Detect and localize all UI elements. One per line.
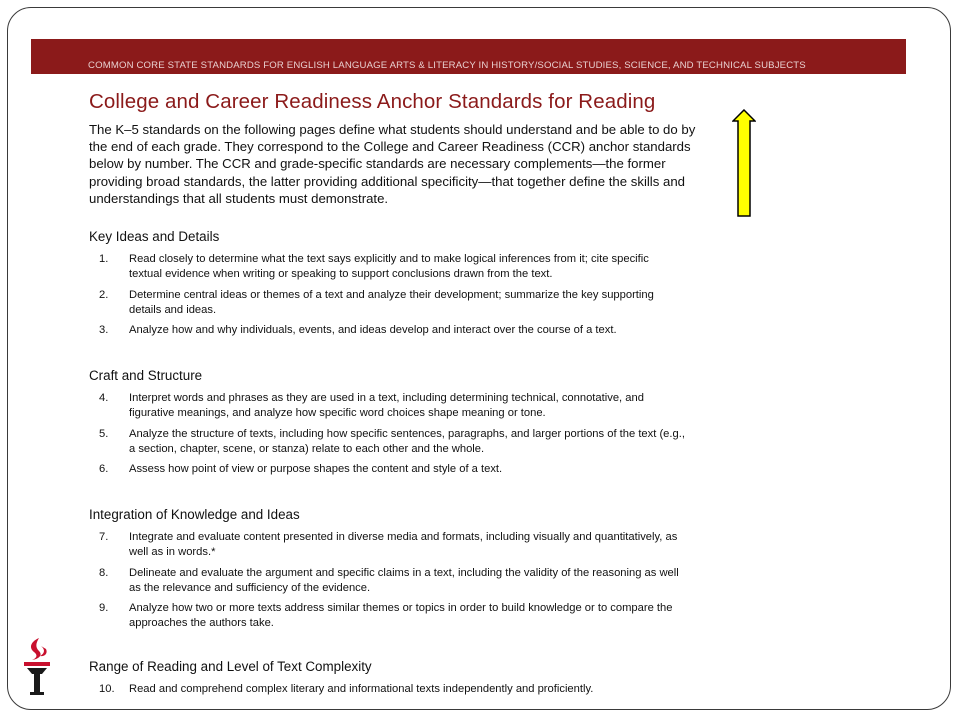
intro-line: below by number. The CCR and grade-specific standards are necessary complements—the former xyxy=(89,156,666,172)
standard-line: Interpret words and phrases as they are used in a text, including determining technical, connotative, and xyxy=(129,392,644,404)
standard-line: Determine central ideas or themes of a text and analyze their development; summarize the key supporting xyxy=(129,289,654,301)
header-band xyxy=(31,39,906,74)
standard-line: Analyze how two or more texts address similar themes or topics in order to build knowledge or to compare the xyxy=(129,602,673,614)
header-band-text: COMMON CORE STATE STANDARDS FOR ENGLISH LANGUAGE ARTS & LITERACY IN HISTORY/SOCIAL STUDIES, SCIENCE, AND TECHNICAL SUBJECTS xyxy=(88,60,806,71)
standard-text xyxy=(129,427,801,456)
standard-text xyxy=(129,601,801,630)
standard-number: 9. xyxy=(99,602,109,614)
intro-paragraph xyxy=(89,121,804,207)
standard-number: 7. xyxy=(99,531,109,543)
standard-text xyxy=(129,530,801,559)
standard-number: 6. xyxy=(99,463,109,475)
standard-number: 2. xyxy=(99,289,109,301)
intro-line: understandings that all students must demonstrate. xyxy=(89,190,389,206)
up-arrow-icon xyxy=(732,109,756,217)
standard-line: approaches the authors take. xyxy=(129,616,274,629)
standard-line: Integrate and evaluate content presented in diverse media and formats, including visually and quantitatively, as xyxy=(129,531,678,543)
section-heading-key-ideas: Key Ideas and Details xyxy=(89,229,220,244)
standard-line: Read closely to determine what the text says explicitly and to make logical inferences from it; cite specific xyxy=(129,253,649,265)
standard-line: Read and comprehend complex literary and informational texts independently and proficiently. xyxy=(129,683,594,695)
section-heading-range: Range of Reading and Level of Text Complexity xyxy=(89,659,372,674)
standard-text xyxy=(129,323,801,338)
standard-text xyxy=(129,391,801,420)
standard-text xyxy=(129,252,801,281)
standard-line: well as in words.* xyxy=(129,545,216,558)
standard-line: Delineate and evaluate the argument and specific claims in a text, including the validity of the reasoning as well xyxy=(129,567,679,579)
standard-line: textual evidence when writing or speaking to support conclusions drawn from the text. xyxy=(129,267,553,280)
intro-line: the end of each grade. They correspond to the College and Career Readiness (CCR) anchor standards xyxy=(89,139,691,155)
intro-line: The K–5 standards on the following pages define what students should understand and be able to do by xyxy=(89,122,696,137)
torch-logo-icon xyxy=(20,636,54,696)
intro-line: providing broad standards, the latter providing additional specificity—that together define the skills and xyxy=(89,173,685,189)
standard-line: Analyze how and why individuals, events, and ideas develop and interact over the course of a text. xyxy=(129,324,617,336)
page-title: College and Career Readiness Anchor Standards for Reading xyxy=(89,90,656,113)
standard-text xyxy=(129,288,801,317)
standard-line: Assess how point of view or purpose shapes the content and style of a text. xyxy=(129,463,503,475)
standard-text xyxy=(129,462,801,477)
section-heading-craft-structure: Craft and Structure xyxy=(89,368,203,383)
standard-number: 4. xyxy=(99,392,109,404)
standard-number: 10. xyxy=(99,683,115,695)
standard-number: 5. xyxy=(99,428,109,440)
section-heading-integration: Integration of Knowledge and Ideas xyxy=(89,507,300,522)
standard-number: 1. xyxy=(99,253,109,265)
standard-line: details and ideas. xyxy=(129,303,217,316)
standard-line: Analyze the structure of texts, including how specific sentences, paragraphs, and larger portions of the text (e.g., xyxy=(129,428,685,440)
standard-line: figurative meanings, and analyze how specific word choices shape meaning or tone. xyxy=(129,406,546,419)
standard-line: as the relevance and sufficiency of the evidence. xyxy=(129,581,371,594)
standard-line: a section, chapter, scene, or stanza) relate to each other and the whole. xyxy=(129,442,485,455)
standard-number: 8. xyxy=(99,567,109,579)
up-arrow-shape xyxy=(733,110,755,216)
standard-text xyxy=(129,682,801,697)
standard-number: 3. xyxy=(99,324,109,336)
standard-text xyxy=(129,566,801,595)
